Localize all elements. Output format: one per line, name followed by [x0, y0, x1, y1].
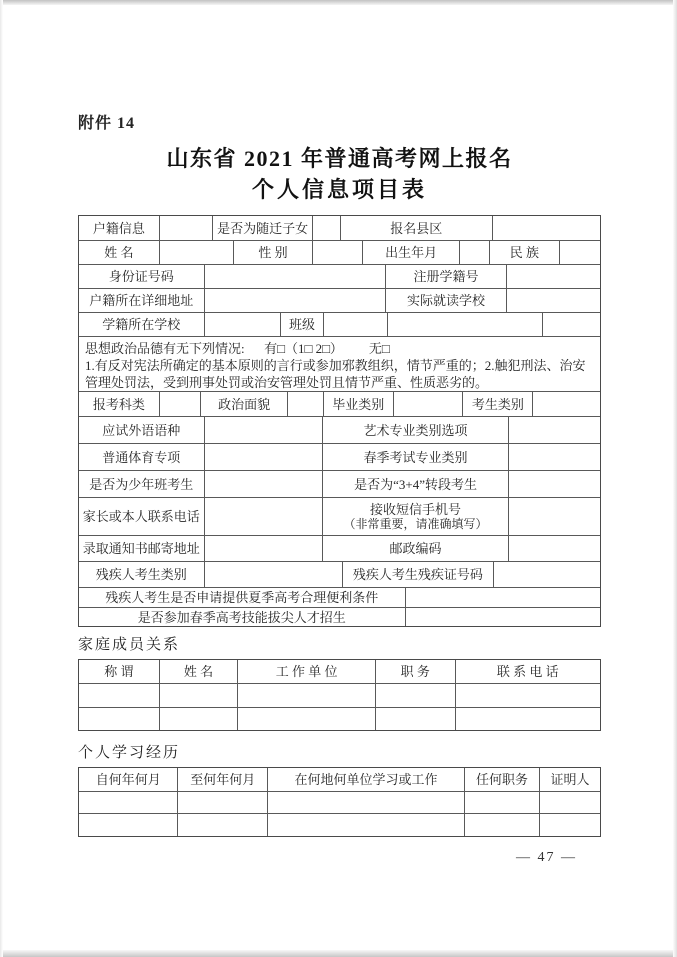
- blank-cell: [405, 588, 600, 607]
- field-label-transfer-candidate: 是否为“3+4”转段考生: [322, 471, 507, 497]
- blank-cell: [79, 708, 159, 730]
- blank-cell: [387, 313, 541, 336]
- field-label-postal-code: 邮政编码: [322, 536, 507, 561]
- field-label-spring-talent: 是否参加春季高考技能拔尖人才招生: [137, 609, 346, 625]
- blank-cell: [506, 289, 600, 312]
- blank-cell: [237, 708, 375, 730]
- blank-cell: [204, 498, 323, 535]
- family-header-row: [79, 660, 600, 683]
- blank-cell: [159, 708, 238, 730]
- study-data-row: [79, 791, 600, 813]
- column-header-name: 姓 名: [159, 660, 238, 683]
- table-row-disabled-convenience: [79, 587, 600, 607]
- field-label-spring-exam-category: 春季考试专业类别: [322, 444, 507, 470]
- blank-cell: [455, 708, 600, 730]
- field-label-sms-phone: [322, 498, 507, 535]
- blank-cell: [159, 392, 201, 416]
- blank-cell: [375, 708, 455, 730]
- table-row-hukou-address: [79, 288, 600, 312]
- field-label-actual-school: 实际就读学校: [385, 289, 506, 312]
- page-title-line1: 山东省 2021 年普通高考网上报名: [166, 146, 513, 171]
- field-label-art-category: 艺术专业类别选项: [322, 417, 507, 443]
- blank-cell: [159, 216, 213, 240]
- blank-cell: [539, 814, 600, 836]
- study-history-table: [78, 767, 601, 837]
- field-label-exam-category: 报考科类: [92, 396, 145, 412]
- blank-cell: [508, 444, 600, 470]
- blank-cell: [375, 684, 455, 707]
- political-morality-question: 思想政治品德有无下列情况: 有□（1□ 2□） 无□: [85, 341, 390, 356]
- sms-phone-note: （非常重要，请准确填写）: [343, 517, 488, 531]
- blank-cell: [508, 536, 600, 561]
- table-row-sports-specialty: [79, 443, 600, 470]
- blank-cell: [79, 684, 159, 707]
- blank-cell: [506, 265, 600, 288]
- sms-phone-label: 接收短信手机号: [370, 502, 462, 517]
- blank-cell: [464, 814, 539, 836]
- field-label-mailing-address: 录取通知书邮寄地址: [82, 541, 200, 556]
- blank-cell: [204, 417, 323, 443]
- family-members-table: [78, 659, 601, 731]
- blank-cell: [79, 814, 177, 836]
- family-data-row: [79, 707, 600, 730]
- field-label-graduation-type: 毕业类别: [323, 392, 393, 416]
- column-header-position: 职 务: [375, 660, 455, 683]
- field-label-youth-class: 是否为少年班考生: [89, 476, 194, 492]
- blank-cell: [508, 471, 600, 497]
- field-label-candidate-type: 考生类别: [462, 392, 532, 416]
- table-row-political-morality: [79, 336, 600, 391]
- study-data-row: [79, 813, 600, 836]
- blank-cell: [508, 417, 600, 443]
- table-row-disabled-category: [79, 561, 600, 587]
- blank-cell: [267, 792, 464, 813]
- field-label-ethnicity: 民 族: [489, 241, 559, 264]
- column-header-from-date: 自何年何月: [95, 772, 161, 787]
- blank-cell: [177, 792, 267, 813]
- column-header-to-date: 至何年何月: [177, 768, 267, 791]
- blank-cell: [492, 216, 600, 240]
- column-header-workplace: 工 作 单 位: [237, 660, 375, 683]
- blank-cell: [312, 216, 340, 240]
- attachment-label: 附件 14: [78, 115, 136, 132]
- field-label-xueji-school: 学籍所在学校: [102, 317, 181, 332]
- blank-cell: [204, 265, 385, 288]
- blank-cell: [204, 536, 323, 561]
- column-header-duty: 任何职务: [464, 768, 539, 791]
- study-history-heading: 个人学习经历: [78, 745, 181, 761]
- field-label-hukou-address: 户籍所在详细地址: [89, 293, 194, 308]
- family-members-heading: 家庭成员关系: [78, 637, 181, 653]
- table-row-contact-phone: [79, 497, 600, 535]
- field-label-disabled-cert-no: 残疾人考生残疾证号码: [342, 562, 493, 587]
- field-label-hukou-info: 户籍信息: [92, 220, 145, 236]
- scan-edge-bottom: [0, 950, 677, 957]
- blank-cell: [542, 313, 600, 336]
- political-morality-cell: [79, 337, 600, 391]
- blank-cell: [464, 792, 539, 813]
- field-label-class: 班级: [280, 313, 323, 336]
- table-row-id-number: [79, 264, 600, 288]
- table-row-mailing-address: [79, 535, 600, 561]
- blank-cell: [287, 392, 323, 416]
- field-label-disabled-category: 残疾人考生类别: [95, 567, 187, 582]
- page-title: [78, 143, 601, 205]
- table-row-hukou: [79, 216, 600, 240]
- field-label-sports-specialty: 普通体育专项: [102, 449, 181, 465]
- blank-cell: [204, 444, 323, 470]
- column-header-place: 在何地何单位学习或工作: [267, 768, 464, 791]
- table-row-youth-class: [79, 470, 600, 497]
- scan-edge-left: [0, 0, 3, 957]
- field-label-gender: 性 别: [233, 241, 312, 264]
- field-label-id-number: 身份证号码: [108, 269, 174, 284]
- field-label-student-id: 注册学籍号: [385, 265, 506, 288]
- page-title-line2: 个人信息项目表: [251, 177, 427, 202]
- table-row-exam-category: [79, 391, 600, 416]
- blank-cell: [312, 241, 362, 264]
- column-header-witness: 证明人: [539, 768, 600, 791]
- political-morality-clauses: 1.有反对宪法所确定的基本原则的言行或参加邪教组织，情节严重的；2.触犯刑法、治安管理处罚法，受到刑事处罚或治安管理处罚且情节严重、性质恶劣的。: [85, 358, 586, 390]
- study-header-row: [79, 768, 600, 791]
- table-row-spring-talent: [79, 607, 600, 626]
- blank-cell: [267, 814, 464, 836]
- blank-cell: [323, 313, 388, 336]
- blank-cell: [539, 792, 600, 813]
- field-label-political-status: 政治面貌: [200, 392, 286, 416]
- field-label-foreign-language: 应试外语语种: [102, 422, 181, 438]
- table-row-xueji-school: [79, 312, 600, 336]
- blank-cell: [177, 814, 267, 836]
- blank-cell: [532, 392, 600, 416]
- blank-cell: [159, 241, 234, 264]
- column-header-relation: 称 谓: [104, 664, 134, 679]
- table-row-name: [79, 240, 600, 264]
- field-label-county: 报名县区: [340, 216, 492, 240]
- blank-cell: [559, 241, 600, 264]
- blank-cell: [159, 684, 238, 707]
- personal-info-table: [78, 215, 601, 627]
- scan-edge-top: [0, 0, 677, 5]
- blank-cell: [459, 241, 489, 264]
- field-label-disabled-convenience: 残疾人考生是否申请提供夏季高考合理便利条件: [105, 590, 379, 605]
- table-row-foreign-language: [79, 416, 600, 443]
- blank-cell: [204, 562, 343, 587]
- blank-cell: [204, 313, 281, 336]
- family-data-row: [79, 683, 600, 707]
- scan-edge-right: [673, 0, 677, 957]
- field-label-birth: 出生年月: [362, 241, 459, 264]
- blank-cell: [493, 562, 600, 587]
- field-label-name: 姓 名: [104, 245, 134, 260]
- blank-cell: [405, 608, 600, 626]
- blank-cell: [237, 684, 375, 707]
- field-label-migrant-child: 是否为随迁子女: [212, 216, 312, 240]
- blank-cell: [508, 498, 600, 535]
- page-number: — 47 —: [516, 850, 577, 865]
- field-label-contact-phone: 家长或本人联系电话: [82, 509, 200, 524]
- blank-cell: [204, 289, 385, 312]
- column-header-phone: 联 系 电 话: [455, 660, 600, 683]
- blank-cell: [79, 792, 177, 813]
- blank-cell: [204, 471, 323, 497]
- blank-cell: [393, 392, 463, 416]
- blank-cell: [455, 684, 600, 707]
